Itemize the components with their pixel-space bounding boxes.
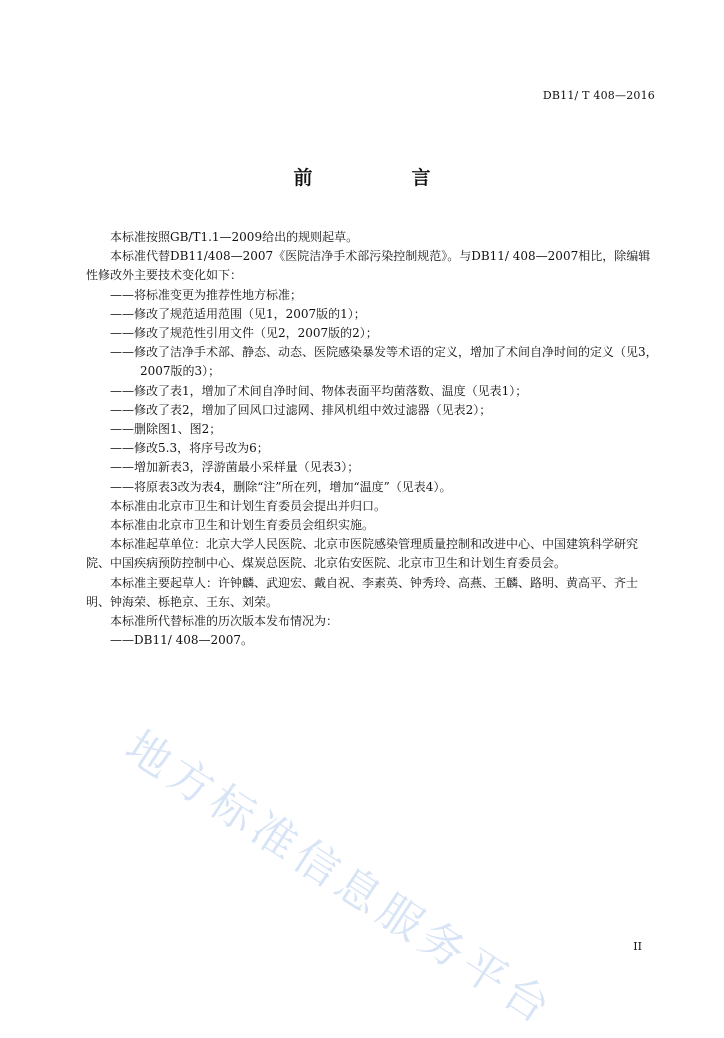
change-item: ——修改了规范性引用文件（见2，2007版的2）； <box>110 326 378 341</box>
watermark: 地方标准信息服务平台 <box>116 721 564 1037</box>
foreword-body <box>86 228 660 650</box>
change-item: ——将标准变更为推荐性地方标准； <box>110 287 303 302</box>
document-code: DB11/ T 408—2016 <box>542 89 655 102</box>
change-item: ——修改5.3，将序号改为6； <box>110 441 269 456</box>
paragraph-proposer: 本标准由北京市卫生和计划生育委员会提出并归口。 <box>110 498 387 513</box>
paragraph-drafting-units: 本标准起草单位：北京大学人民医院、北京市医院感染管理质量控制和改进中心、中国建筑科学研究院、中国疾病预防控制中心、煤炭总医院、北京佑安医院、北京市卫生和计划生育委员会。 <box>86 537 639 571</box>
change-item: ——修改了表1，增加了术间自净时间、物体表面平均菌落数、温度（见表1）； <box>110 383 528 398</box>
paragraph-drafters: 本标准主要起草人：许钟麟、武迎宏、戴自祝、李素英、钟秀玲、高燕、王麟、路明、黄高平、齐士明、钟海荣、栎艳京、王东、刘荣。 <box>86 575 639 609</box>
change-item: ——增加新表3，浮游菌最小采样量（见表3）； <box>110 460 360 475</box>
page-number: II <box>633 940 642 953</box>
change-item: ——将原表3改为表4，删除“注”所在列，增加“温度”（见表4）。 <box>110 479 452 494</box>
paragraph-drafting-rules: 本标准按照GB/T1.1—2009给出的规则起草。 <box>110 230 359 244</box>
version-item: ——DB11/ 408—2007。 <box>110 633 254 648</box>
paragraph-replacement: 本标准代替DB11/408—2007《医院洁净手术部污染控制规范》。与DB11/ 408—2007相比，除编辑性修改外主要技术变化如下： <box>86 249 651 283</box>
change-item: ——修改了规范适用范围（见1，2007版的1）； <box>110 306 366 321</box>
change-item: ——修改了洁净手术部、静态、动态、医院感染暴发等术语的定义，增加了术间自净时间的定义（见3，2007版的3）； <box>110 345 658 379</box>
paragraph-version-history: 本标准所代替标准的历次版本发布情况为： <box>110 614 339 629</box>
change-item: ——修改了表2，增加了回风口过滤网、排风机组中效过滤器（见表2）； <box>110 402 492 417</box>
paragraph-implementer: 本标准由北京市卫生和计划生育委员会组织实施。 <box>110 518 375 533</box>
page-title: 前 言 <box>293 167 471 189</box>
change-item: ——删除图1、图2； <box>110 422 222 437</box>
